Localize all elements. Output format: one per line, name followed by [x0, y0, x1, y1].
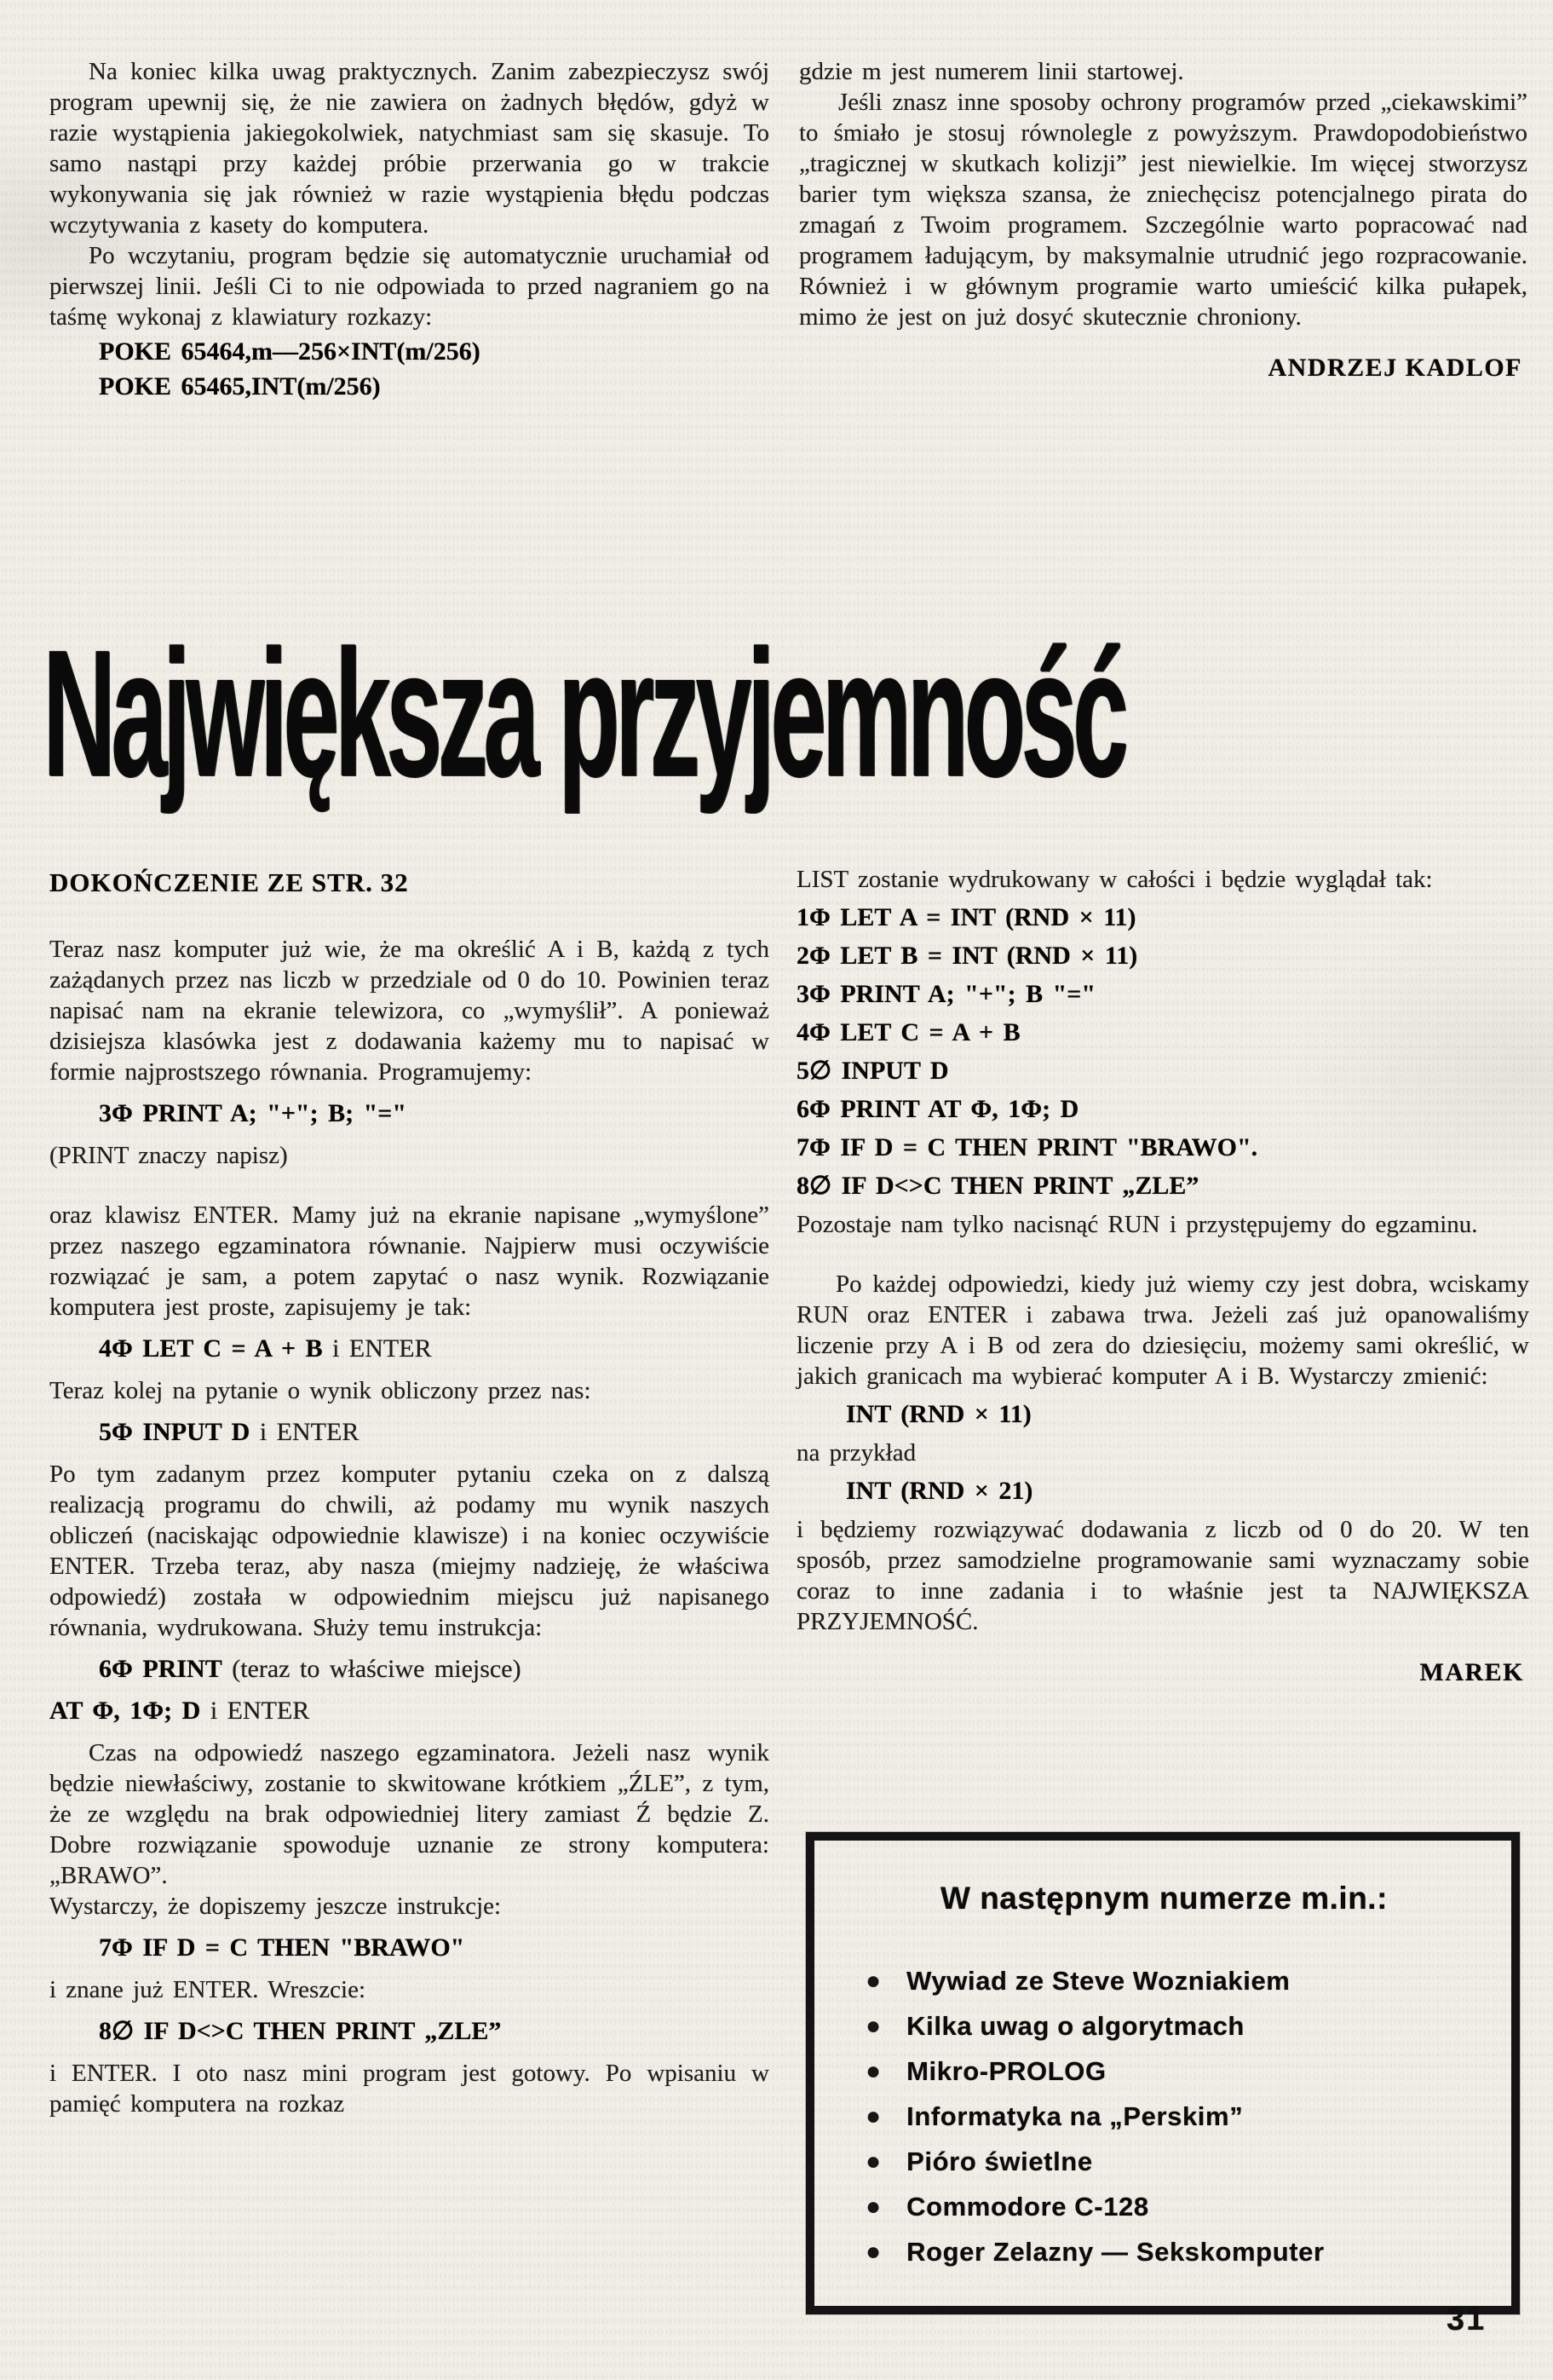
- code-text: INT (RND × 21): [846, 1477, 1033, 1505]
- code-text: 7Φ IF D = C THEN PRINT "BRAWO".: [797, 1133, 1258, 1161]
- paragraph: Czas na odpowiedź naszego egzaminatora. Jeżeli nasz wynik będzie niewłaściwy, zostanie to skwitowane krótkiem „ŹLE”, z tym, że ze względu na brak odpowiedniej litery zamiast Ź będzie Z. Dobre rozwiązanie spowoduje uznanie ze strony komputera: „BRAWO”.: [49, 1739, 769, 1889]
- top-article-left-column: [49, 56, 769, 406]
- code-tail: i ENTER: [200, 1697, 310, 1725]
- basic-code-line: [49, 1933, 769, 1963]
- paragraph: oraz klawisz ENTER. Mamy już na ekranie napisane „wymyślone” przez naszego egzaminatora równanie. Najpierw musi oczywiście rozwiązać je sam, a potem zapytać o nasz wynik. Rozwiązanie komputera jest proste, zapisujemy je tak:: [49, 1202, 769, 1321]
- paragraph: i znane już ENTER. Wreszcie:: [49, 1976, 366, 2003]
- next-issue-item-label: Informatyka na „Perskim”: [906, 2101, 1244, 2131]
- paragraph: LIST zostanie wydrukowany w całości i będzie wyglądał tak:: [797, 866, 1433, 893]
- next-issue-title: W następnym numerze m.in.:: [940, 1881, 1388, 1916]
- author-byline: MAREK: [1419, 1658, 1524, 1686]
- headline: Największa przyjemność: [43, 612, 1124, 814]
- basic-code-line: [797, 1476, 1529, 1507]
- next-issue-item-label: Roger Zelazny — Sekskomputer: [906, 2236, 1325, 2267]
- basic-code-line: [797, 1132, 1529, 1163]
- basic-code-line: [797, 902, 1529, 933]
- page-number: 31: [1447, 2302, 1487, 2337]
- code-text: 2Φ LET B = INT (RND × 11): [797, 942, 1138, 970]
- code-text: POKE 65465,INT(m/256): [99, 372, 381, 401]
- bullet-icon: ●: [866, 2056, 882, 2085]
- basic-code-line: [797, 979, 1529, 1010]
- bullet-icon: ●: [866, 2237, 882, 2266]
- code-text: 5Φ INPUT D: [99, 1418, 250, 1446]
- main-article-left-column: [49, 867, 769, 2119]
- next-issue-item-label: Commodore C-128: [906, 2191, 1149, 2222]
- code-text: 3Φ PRINT A; "+"; B; "=": [99, 1099, 406, 1127]
- next-issue-item: [866, 1958, 1496, 2003]
- code-text: 5∅ INPUT D: [797, 1057, 949, 1085]
- code-tail: i ENTER: [322, 1334, 432, 1363]
- code-text: 1Φ LET A = INT (RND × 11): [797, 903, 1136, 931]
- next-issue-item: [866, 2139, 1496, 2184]
- paragraph: Pozostaje nam tylko nacisnąć RUN i przystępujemy do egzaminu.: [797, 1211, 1478, 1238]
- basic-code-line: [49, 2016, 769, 2047]
- paragraph: i ENTER. I oto nasz mini program jest gotowy. Po wpisaniu w pamięć komputera na rozkaz: [49, 2060, 769, 2118]
- basic-code-line: [49, 1654, 769, 1685]
- paragraph: Teraz nasz komputer już wie, że ma określić A i B, każdą z tych zażądanych przez nas liczb w przedziale od 0 do 10. Powinien teraz napisać nam na ekranie telewizora, co „wymyślił”. A ponieważ dzisiejsza klasówka jest z dodawania każemy mu to napisać w formie najprostszego równania. Programujemy:: [49, 936, 769, 1086]
- paragraph: Po każdej odpowiedzi, kiedy już wiemy czy jest dobra, wciskamy RUN oraz ENTER i zabawa trwa. Jeżeli zaś już opanowaliśmy liczenie przy A i B od zera do dziesięciu, możemy sami określić, w jakich granicach ma wybierać komputer A i B. Wystarczy zmienić:: [797, 1271, 1529, 1390]
- code-tail: (teraz to właściwe miejsce): [221, 1655, 521, 1683]
- author-byline: ANDRZEJ KADLOF: [1268, 354, 1522, 382]
- next-issue-item-label: Pióro świetlne: [906, 2146, 1093, 2176]
- code-text: POKE 65464,m—256×INT(m/256): [99, 337, 480, 366]
- bullet-icon: ●: [866, 2101, 882, 2130]
- bullet-icon: ●: [866, 1966, 882, 1995]
- code-text: 3Φ PRINT A; "+"; B "=": [797, 980, 1096, 1008]
- next-issue-item-label: Mikro-PROLOG: [906, 2055, 1107, 2086]
- basic-code-line: [797, 1094, 1529, 1125]
- paragraph: Na koniec kilka uwag praktycznych. Zanim zabezpieczysz swój program upewnij się, że nie zawiera on żadnych błędów, gdyż w razie wystąpienia jakiegokolwiek, natychmiast sam się skasuje. To samo nastąpi przy każdej próbie przerwania go w trakcie wykonywania się jak również w razie wystąpienia błędu podczas wczytywania z kasety do komputera.: [49, 58, 769, 239]
- basic-code-line: [49, 1696, 769, 1726]
- paragraph: na przykład: [797, 1439, 917, 1467]
- code-text: 7Φ IF D = C THEN "BRAWO": [99, 1933, 465, 1962]
- bullet-icon: ●: [866, 2192, 882, 2221]
- code-text: 4Φ LET C = A + B: [797, 1018, 1021, 1046]
- paragraph: Po tym zadanym przez komputer pytaniu czeka on z dalszą realizacją programu do chwili, aż podamy mu wynik naszych obliczeń (naciskając odpowiednie klawisze) i na koniec oczywiście ENTER. Trzeba teraz, aby nasza (miejmy nadzieję, że właściwa odpowiedź) została w odpowiednim miejscu już napisanego równania, wydrukowana. Służy temu instrukcja:: [49, 1461, 769, 1641]
- next-issue-item-label: Wywiad ze Steve Wozniakiem: [906, 1965, 1291, 1996]
- paragraph: Wystarczy, że dopiszemy jeszcze instrukcje:: [49, 1893, 502, 1920]
- next-issue-item: [866, 2229, 1496, 2274]
- next-issue-item: [866, 2184, 1496, 2229]
- basic-code-line: [797, 1056, 1529, 1086]
- basic-code-line: [797, 1399, 1529, 1430]
- bullet-icon: ●: [866, 2011, 882, 2040]
- next-issue-item: [866, 2094, 1496, 2139]
- paragraph: i będziemy rozwiązywać dodawania z liczb od 0 do 20. W ten sposób, przez samodzielne programowanie sami wyznaczamy sobie coraz to inne zadania i to właśnie jest ta NAJWIĘKSZA PRZYJEMNOŚĆ.: [797, 1516, 1529, 1635]
- code-text: AT Φ, 1Φ; D: [49, 1697, 201, 1725]
- main-article-right-column: [797, 864, 1529, 1688]
- basic-code-line: [797, 941, 1529, 971]
- paragraph: Teraz kolej na pytanie o wynik obliczony przez nas:: [49, 1377, 591, 1404]
- basic-code-line: [49, 1098, 769, 1129]
- code-tail: i ENTER: [250, 1418, 359, 1446]
- code-text: 4Φ LET C = A + B: [99, 1334, 323, 1363]
- code-text: INT (RND × 11): [846, 1400, 1032, 1428]
- paragraph: gdzie m jest numerem linii startowej.: [799, 58, 1184, 85]
- code-text: 8∅ IF D<>C THEN PRINT „ZLE”: [99, 2017, 502, 2045]
- basic-code-line: [49, 337, 769, 367]
- basic-code-line: [797, 1017, 1529, 1048]
- paragraph: Po wczytaniu, program będzie się automatycznie uruchamiał od pierwszej linii. Jeśli Ci to nie odpowiada to przed nagraniem go na taśmę wykonaj z klawiatury rozkazy:: [49, 242, 769, 331]
- next-issue-item: [866, 2003, 1496, 2049]
- basic-code-line: [49, 372, 769, 402]
- next-issue-item-label: Kilka uwag o algorytmach: [906, 2010, 1245, 2041]
- top-article-right-column: [799, 56, 1527, 383]
- paragraph: Jeśli znasz inne sposoby ochrony programów przed „ciekawskimi” to śmiało je stosuj równolegle z powyższym. Prawdopodobieństwo „tragicznej w skutkach kolizji” jest niewielkie. Im więcej stworzysz barier tym większa szansa, że zniechęcisz potencjalnego pirata do zmagań z Twoim programem. Szczególnie warto popracować nad programem ładującym, by maksymalnie utrudnić jego rozpracowanie. Również i w głównym programie warto umieścić kilka pułapek, mimo że jest on już dosyć skutecznie chroniony.: [799, 89, 1527, 331]
- section-header: DOKOŃCZENIE ZE STR. 32: [49, 867, 409, 897]
- paragraph: (PRINT znaczy napisz): [49, 1142, 288, 1169]
- code-text: 6Φ PRINT AT Φ, 1Φ; D: [797, 1095, 1079, 1123]
- next-issue-item: [866, 2049, 1496, 2094]
- basic-code-line: [49, 1417, 769, 1448]
- code-text: 8∅ IF D<>C THEN PRINT „ZLE”: [797, 1172, 1199, 1200]
- basic-code-line: [797, 1171, 1529, 1202]
- next-issue-list: [866, 1958, 1496, 2274]
- basic-code-line: [49, 1334, 769, 1364]
- code-text: 6Φ PRINT: [99, 1655, 222, 1683]
- bullet-icon: ●: [866, 2147, 882, 2175]
- next-issue-box: [806, 1832, 1520, 2314]
